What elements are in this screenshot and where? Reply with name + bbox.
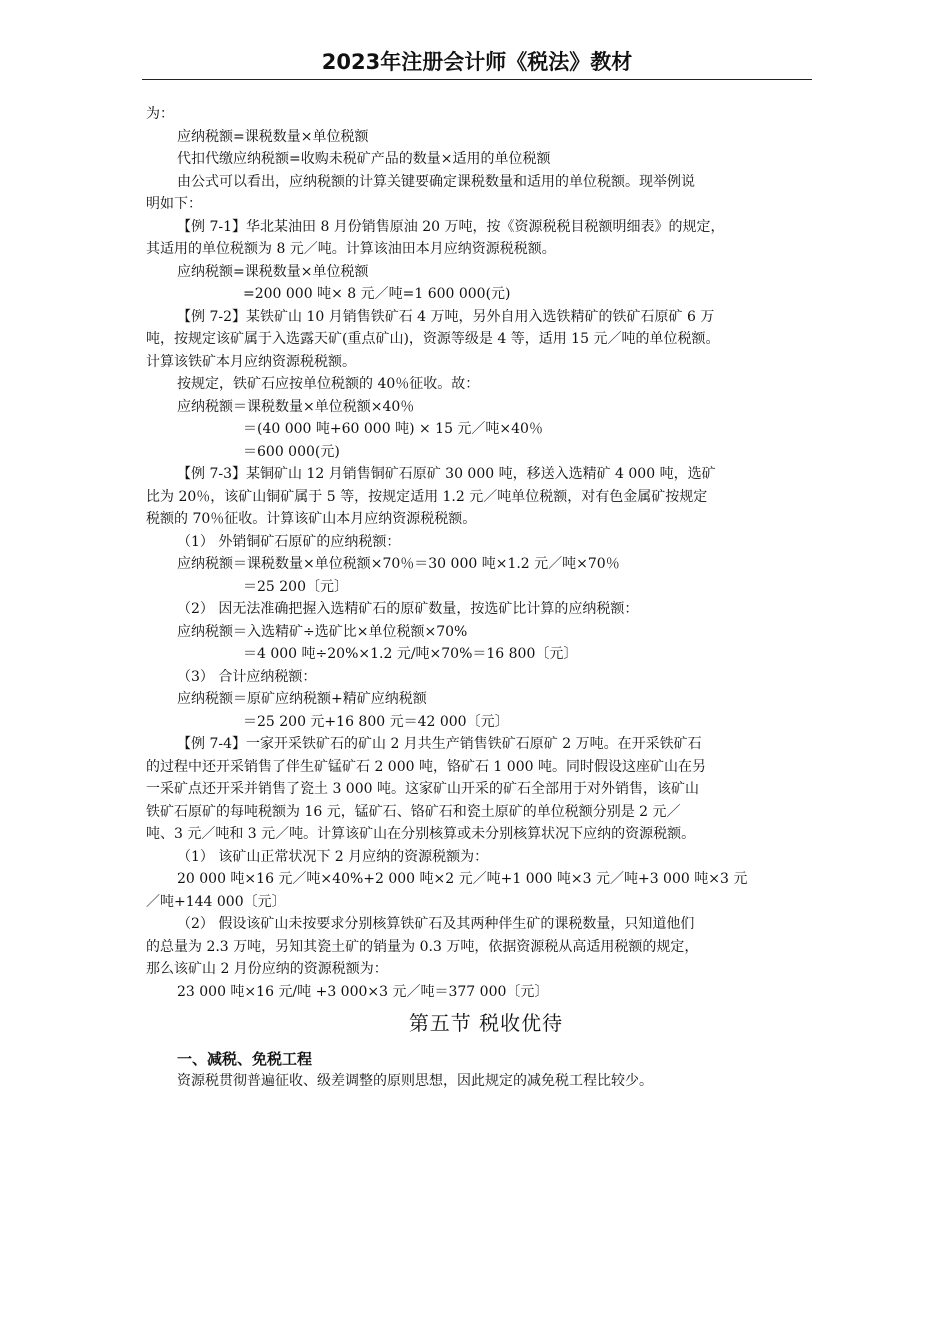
text-line: 一采矿点还开采并销售了瓷土 3 000 吨。这家矿山开采的矿石全部用于对外销售，该矿山 — [146, 781, 699, 797]
formula-line: 23 000 吨×16 元/吨 +3 000×3 元／吨＝377 000〔元〕 — [177, 983, 549, 1000]
page-header — [142, 46, 812, 80]
text-line: 由公式可以看出，应纳税额的计算关键要确定课税数量和适用的单位税额。现举例说 — [177, 173, 695, 190]
text-line: 资源税贯彻普遍征收、级差调整的原则思想，因此规定的减免税工程比较少。 — [177, 1073, 653, 1089]
example-heading: 【例 7-1】华北某油田 8 月份销售原油 20 万吨，按《资源税税目税额明细表》的规定， — [177, 218, 725, 235]
text-line: （1） 外销铜矿石原矿的应纳税额： — [177, 533, 401, 550]
formula-line: ＝600 000(元) — [243, 443, 340, 460]
formula-line: 应纳税额=课税数量×单位税额 — [177, 263, 369, 280]
text-line: 明如下： — [146, 196, 202, 212]
formula-line: 应纳税额＝课税数量×单位税额×70％＝30 000 吨×1.2 元／吨×70％ — [177, 556, 620, 572]
formula-line: ＝25 200〔元〕 — [243, 578, 348, 595]
text-line: （3） 合计应纳税额： — [177, 668, 317, 685]
text-line: 吨、3 元／吨和 3 元／吨。计算该矿山在分别核算或未分别核算状况下应纳的资源税额。 — [146, 826, 696, 842]
text-line: 比为 20％，该矿山铜矿属于 5 等，按规定适用 1.2 元／吨单位税额，对有色金属矿按规定 — [146, 488, 708, 505]
example-heading: 【例 7-4】一家开采铁矿石的矿山 2 月共生产销售铁矿石原矿 2 万吨。在开采铁矿石 — [177, 736, 702, 752]
text-line: 按规定，铁矿石应按单位税额的 40％征收。故： — [177, 376, 480, 392]
formula-line: ＝(40 000 吨+60 000 吨) × 15 元／吨×40％ — [243, 421, 543, 437]
text-line: 铁矿石原矿的每吨税额为 16 元，锰矿石、铬矿石和瓷土原矿的单位税额分别是 2 元／ — [146, 803, 681, 820]
example-heading: 【例 7-2】某铁矿山 10 月销售铁矿石 4 万吨，另外自用入选铁精矿的铁矿石原矿 6 万 — [177, 308, 715, 325]
text-line: 吨，按规定该矿属于入选露天矿(重点矿山)，资源等级是 4 等，适用 15 元／吨的单位税额。 — [146, 331, 720, 347]
formula-line: 应纳税额＝入选精矿÷选矿比×单位税额×70% — [177, 623, 468, 640]
formula-line: 应纳税额＝课税数量×单位税额×40％ — [177, 398, 415, 415]
formula-line: ／吨+144 000〔元〕 — [146, 893, 286, 910]
subheading: 一、减税、免税工程 — [177, 1050, 313, 1068]
formula-line: =200 000 吨× 8 元／吨=1 600 000(元) — [243, 286, 511, 302]
document-body — [146, 103, 826, 1093]
formula-line: ＝25 200 元+16 800 元＝42 000〔元〕 — [243, 713, 509, 730]
formula-line: 应纳税额=课税数量×单位税额 — [177, 128, 369, 145]
formula-line: 20 000 吨×16 元／吨×40%+2 000 吨×2 元／吨+1 000 吨×3 元／吨+3 000 吨×3 元 — [177, 871, 748, 887]
text-line: 那么该矿山 2 月份应纳的资源税额为： — [146, 961, 388, 977]
formula-line: ＝4 000 吨÷20%×1.2 元/吨×70%＝16 800〔元〕 — [243, 646, 578, 662]
text-line: 为： — [146, 106, 174, 122]
text-line: 计算该铁矿本月应纳资源税税额。 — [146, 353, 356, 370]
header-title: 2023年注册会计师《税法》教材 — [321, 50, 633, 74]
text-line: （1） 该矿山正常状况下 2 月应纳的资源税额为： — [177, 848, 489, 865]
formula-line: 代扣代缴应纳税额=收购未税矿产品的数量×适用的单位税额 — [177, 151, 551, 167]
example-heading: 【例 7-3】某铜矿山 12 月销售铜矿石原矿 30 000 吨，移送入选精矿 4 000 吨，选矿 — [177, 466, 716, 482]
text-line: 其适用的单位税额为 8 元／吨。计算该油田本月应纳资源税税额。 — [146, 241, 556, 257]
formula-line: 应纳税额＝原矿应纳税额+精矿应纳税额 — [177, 691, 427, 707]
text-line: 税额的 70％征收。计算该矿山本月应纳资源税税额。 — [146, 511, 477, 527]
text-line: 的过程中还开采销售了伴生矿锰矿石 2 000 吨，铬矿石 1 000 吨。同时假设这座矿山在另 — [146, 758, 706, 775]
text-line: （2） 假设该矿山未按要求分别核算铁矿石及其两种伴生矿的课税数量，只知道他们 — [177, 916, 695, 932]
text-line: （2） 因无法准确把握入选精矿石的原矿数量，按选矿比计算的应纳税额： — [177, 601, 639, 617]
section-title: 第五节 税收优待 — [408, 1011, 564, 1035]
text-line: 的总量为 2.3 万吨，另知其瓷土矿的销量为 0.3 万吨，依据资源税从高适用税额的规定， — [146, 938, 699, 955]
